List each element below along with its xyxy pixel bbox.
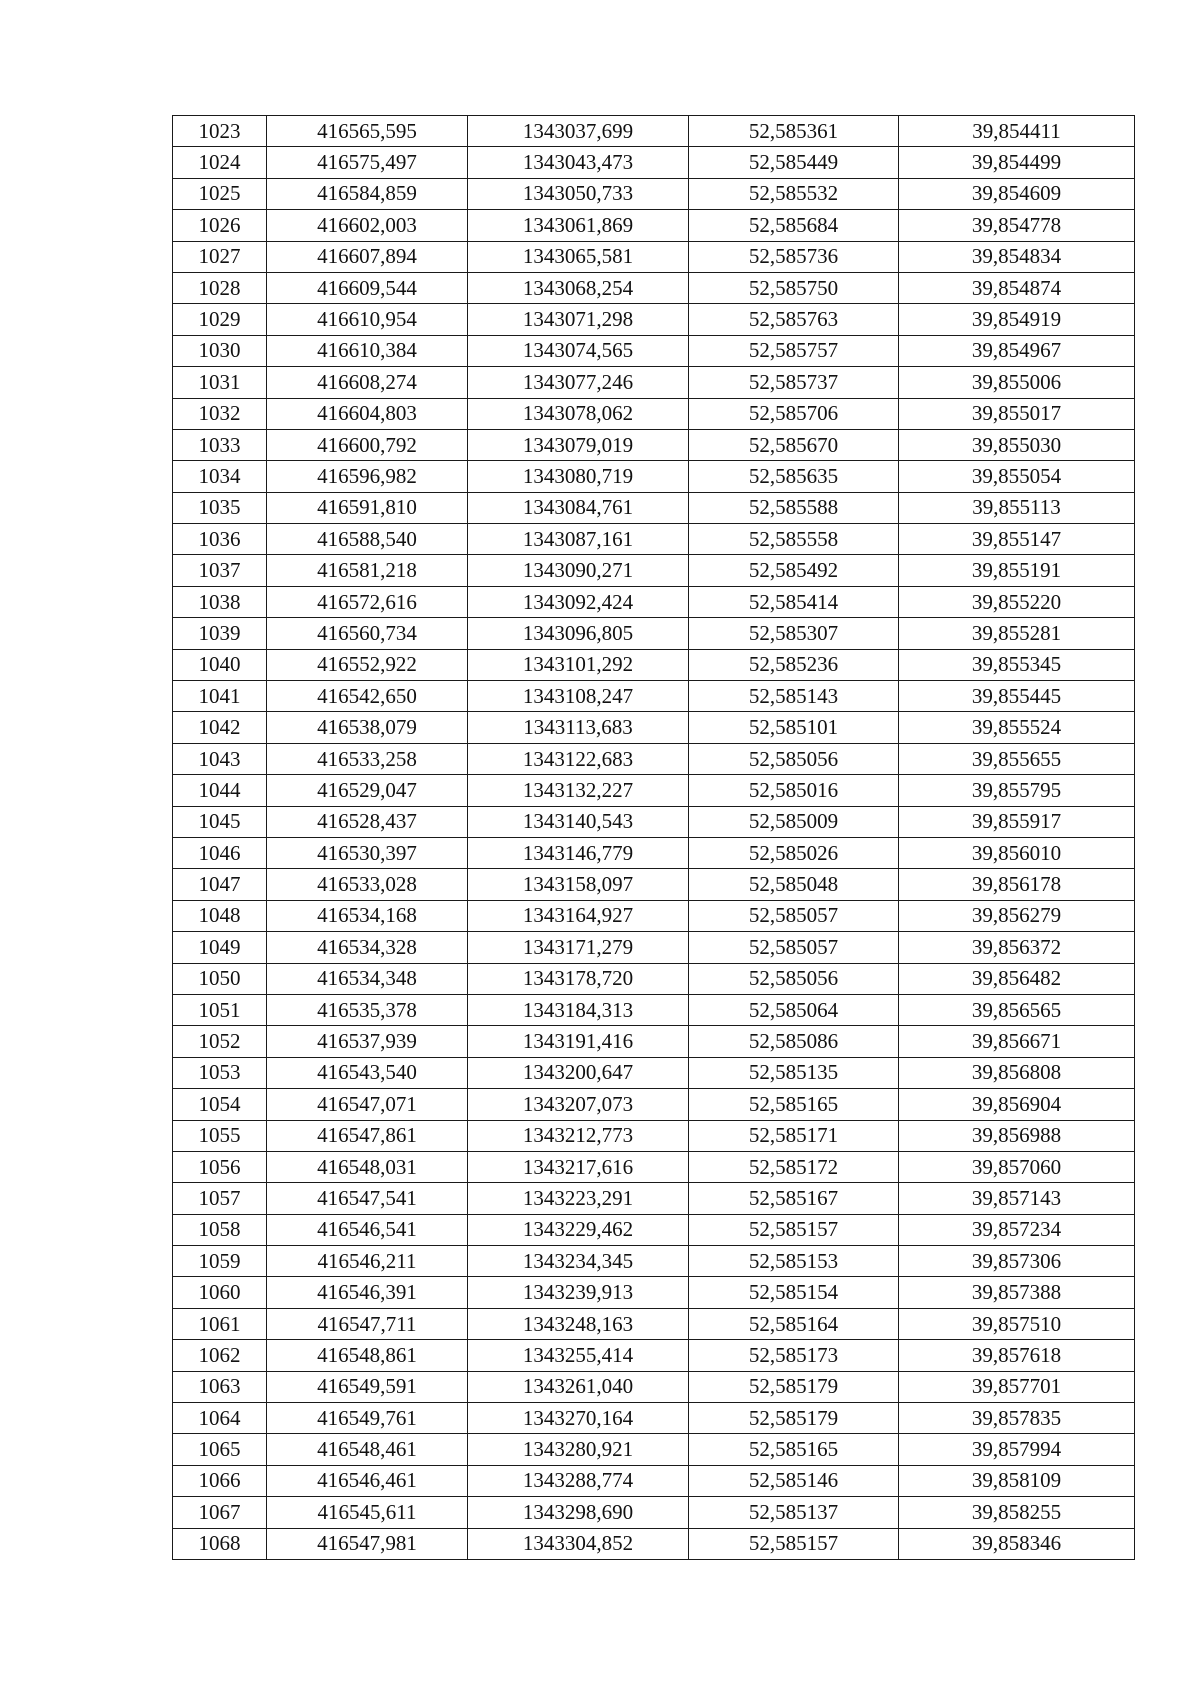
point-number-cell: 1044 — [173, 775, 267, 806]
table-row — [173, 806, 1135, 837]
y-coordinate-cell: 1343078,062 — [468, 398, 689, 429]
table-row — [173, 178, 1135, 209]
latitude-cell: 52,585057 — [689, 900, 899, 931]
longitude-cell: 39,854609 — [899, 178, 1135, 209]
table-row — [173, 1214, 1135, 1245]
point-number-cell: 1025 — [173, 178, 267, 209]
longitude-cell: 39,855917 — [899, 806, 1135, 837]
latitude-cell: 52,585167 — [689, 1183, 899, 1214]
longitude-cell: 39,858109 — [899, 1465, 1135, 1496]
latitude-cell: 52,585165 — [689, 1089, 899, 1120]
longitude-cell: 39,855030 — [899, 429, 1135, 460]
table-row — [173, 1277, 1135, 1308]
longitude-cell: 39,855795 — [899, 775, 1135, 806]
latitude-cell: 52,585064 — [689, 994, 899, 1025]
table-row — [173, 1340, 1135, 1371]
longitude-cell: 39,854499 — [899, 147, 1135, 178]
longitude-cell: 39,858346 — [899, 1528, 1135, 1559]
y-coordinate-cell: 1343090,271 — [468, 555, 689, 586]
x-coordinate-cell: 416610,384 — [267, 335, 468, 366]
table-row — [173, 304, 1135, 335]
table-row — [173, 1403, 1135, 1434]
longitude-cell: 39,857994 — [899, 1434, 1135, 1465]
x-coordinate-cell: 416575,497 — [267, 147, 468, 178]
longitude-cell: 39,856010 — [899, 837, 1135, 868]
x-coordinate-cell: 416572,616 — [267, 586, 468, 617]
latitude-cell: 52,585165 — [689, 1434, 899, 1465]
x-coordinate-cell: 416591,810 — [267, 492, 468, 523]
longitude-cell: 39,854967 — [899, 335, 1135, 366]
latitude-cell: 52,585009 — [689, 806, 899, 837]
y-coordinate-cell: 1343092,424 — [468, 586, 689, 617]
longitude-cell: 39,856988 — [899, 1120, 1135, 1151]
x-coordinate-cell: 416546,211 — [267, 1246, 468, 1277]
y-coordinate-cell: 1343164,927 — [468, 900, 689, 931]
longitude-cell: 39,855054 — [899, 461, 1135, 492]
y-coordinate-cell: 1343280,921 — [468, 1434, 689, 1465]
point-number-cell: 1048 — [173, 900, 267, 931]
longitude-cell: 39,857143 — [899, 1183, 1135, 1214]
y-coordinate-cell: 1343050,733 — [468, 178, 689, 209]
table-row — [173, 1434, 1135, 1465]
point-number-cell: 1055 — [173, 1120, 267, 1151]
longitude-cell: 39,856565 — [899, 994, 1135, 1025]
latitude-cell: 52,585146 — [689, 1465, 899, 1496]
latitude-cell: 52,585763 — [689, 304, 899, 335]
longitude-cell: 39,856178 — [899, 869, 1135, 900]
longitude-cell: 39,857618 — [899, 1340, 1135, 1371]
y-coordinate-cell: 1343184,313 — [468, 994, 689, 1025]
longitude-cell: 39,854834 — [899, 241, 1135, 272]
x-coordinate-cell: 416549,761 — [267, 1403, 468, 1434]
latitude-cell: 52,585153 — [689, 1246, 899, 1277]
point-number-cell: 1061 — [173, 1308, 267, 1339]
y-coordinate-cell: 1343096,805 — [468, 618, 689, 649]
latitude-cell: 52,585757 — [689, 335, 899, 366]
x-coordinate-cell: 416607,894 — [267, 241, 468, 272]
point-number-cell: 1060 — [173, 1277, 267, 1308]
point-number-cell: 1056 — [173, 1151, 267, 1182]
y-coordinate-cell: 1343248,163 — [468, 1308, 689, 1339]
table-row — [173, 932, 1135, 963]
x-coordinate-cell: 416565,595 — [267, 116, 468, 147]
y-coordinate-cell: 1343178,720 — [468, 963, 689, 994]
point-number-cell: 1057 — [173, 1183, 267, 1214]
longitude-cell: 39,856808 — [899, 1057, 1135, 1088]
table-row — [173, 775, 1135, 806]
table-row — [173, 963, 1135, 994]
point-number-cell: 1029 — [173, 304, 267, 335]
table-row — [173, 712, 1135, 743]
longitude-cell: 39,856671 — [899, 1026, 1135, 1057]
x-coordinate-cell: 416534,328 — [267, 932, 468, 963]
x-coordinate-cell: 416546,391 — [267, 1277, 468, 1308]
point-number-cell: 1035 — [173, 492, 267, 523]
longitude-cell: 39,855524 — [899, 712, 1135, 743]
y-coordinate-cell: 1343140,543 — [468, 806, 689, 837]
x-coordinate-cell: 416609,544 — [267, 272, 468, 303]
latitude-cell: 52,585026 — [689, 837, 899, 868]
table-row — [173, 681, 1135, 712]
point-number-cell: 1051 — [173, 994, 267, 1025]
longitude-cell: 39,857510 — [899, 1308, 1135, 1339]
x-coordinate-cell: 416548,031 — [267, 1151, 468, 1182]
table-row — [173, 367, 1135, 398]
longitude-cell: 39,857388 — [899, 1277, 1135, 1308]
y-coordinate-cell: 1343298,690 — [468, 1497, 689, 1528]
latitude-cell: 52,585057 — [689, 932, 899, 963]
x-coordinate-cell: 416547,981 — [267, 1528, 468, 1559]
table-row — [173, 429, 1135, 460]
x-coordinate-cell: 416546,541 — [267, 1214, 468, 1245]
x-coordinate-cell: 416604,803 — [267, 398, 468, 429]
x-coordinate-cell: 416528,437 — [267, 806, 468, 837]
table-row — [173, 869, 1135, 900]
table-row — [173, 1026, 1135, 1057]
y-coordinate-cell: 1343043,473 — [468, 147, 689, 178]
y-coordinate-cell: 1343071,298 — [468, 304, 689, 335]
point-number-cell: 1064 — [173, 1403, 267, 1434]
table-row — [173, 1246, 1135, 1277]
x-coordinate-cell: 416596,982 — [267, 461, 468, 492]
longitude-cell: 39,856372 — [899, 932, 1135, 963]
y-coordinate-cell: 1343171,279 — [468, 932, 689, 963]
longitude-cell: 39,858255 — [899, 1497, 1135, 1528]
x-coordinate-cell: 416600,792 — [267, 429, 468, 460]
y-coordinate-cell: 1343229,462 — [468, 1214, 689, 1245]
longitude-cell: 39,856482 — [899, 963, 1135, 994]
table-row — [173, 241, 1135, 272]
point-number-cell: 1062 — [173, 1340, 267, 1371]
x-coordinate-cell: 416548,461 — [267, 1434, 468, 1465]
table-row — [173, 492, 1135, 523]
x-coordinate-cell: 416581,218 — [267, 555, 468, 586]
x-coordinate-cell: 416548,861 — [267, 1340, 468, 1371]
longitude-cell: 39,855017 — [899, 398, 1135, 429]
point-number-cell: 1043 — [173, 743, 267, 774]
table-row — [173, 1057, 1135, 1088]
point-number-cell: 1037 — [173, 555, 267, 586]
longitude-cell: 39,856279 — [899, 900, 1135, 931]
point-number-cell: 1046 — [173, 837, 267, 868]
point-number-cell: 1054 — [173, 1089, 267, 1120]
x-coordinate-cell: 416530,397 — [267, 837, 468, 868]
latitude-cell: 52,585137 — [689, 1497, 899, 1528]
table-row — [173, 398, 1135, 429]
point-number-cell: 1038 — [173, 586, 267, 617]
point-number-cell: 1063 — [173, 1371, 267, 1402]
x-coordinate-cell: 416542,650 — [267, 681, 468, 712]
table-row — [173, 618, 1135, 649]
y-coordinate-cell: 1343061,869 — [468, 210, 689, 241]
longitude-cell: 39,855281 — [899, 618, 1135, 649]
longitude-cell: 39,857060 — [899, 1151, 1135, 1182]
point-number-cell: 1050 — [173, 963, 267, 994]
longitude-cell: 39,855113 — [899, 492, 1135, 523]
table-row — [173, 116, 1135, 147]
x-coordinate-cell: 416534,168 — [267, 900, 468, 931]
y-coordinate-cell: 1343122,683 — [468, 743, 689, 774]
y-coordinate-cell: 1343079,019 — [468, 429, 689, 460]
point-number-cell: 1067 — [173, 1497, 267, 1528]
x-coordinate-cell: 416547,071 — [267, 1089, 468, 1120]
x-coordinate-cell: 416547,861 — [267, 1120, 468, 1151]
latitude-cell: 52,585048 — [689, 869, 899, 900]
point-number-cell: 1030 — [173, 335, 267, 366]
y-coordinate-cell: 1343212,773 — [468, 1120, 689, 1151]
longitude-cell: 39,855655 — [899, 743, 1135, 774]
latitude-cell: 52,585157 — [689, 1214, 899, 1245]
y-coordinate-cell: 1343261,040 — [468, 1371, 689, 1402]
table-row — [173, 555, 1135, 586]
point-number-cell: 1033 — [173, 429, 267, 460]
longitude-cell: 39,855006 — [899, 367, 1135, 398]
point-number-cell: 1026 — [173, 210, 267, 241]
y-coordinate-cell: 1343239,913 — [468, 1277, 689, 1308]
x-coordinate-cell: 416529,047 — [267, 775, 468, 806]
point-number-cell: 1028 — [173, 272, 267, 303]
table-row — [173, 461, 1135, 492]
y-coordinate-cell: 1343158,097 — [468, 869, 689, 900]
latitude-cell: 52,585558 — [689, 524, 899, 555]
latitude-cell: 52,585449 — [689, 147, 899, 178]
table-row — [173, 900, 1135, 931]
point-number-cell: 1045 — [173, 806, 267, 837]
table-row — [173, 1528, 1135, 1559]
latitude-cell: 52,585414 — [689, 586, 899, 617]
latitude-cell: 52,585588 — [689, 492, 899, 523]
point-number-cell: 1059 — [173, 1246, 267, 1277]
point-number-cell: 1024 — [173, 147, 267, 178]
latitude-cell: 52,585532 — [689, 178, 899, 209]
latitude-cell: 52,585750 — [689, 272, 899, 303]
table-row — [173, 743, 1135, 774]
point-number-cell: 1066 — [173, 1465, 267, 1496]
x-coordinate-cell: 416543,540 — [267, 1057, 468, 1088]
table-row — [173, 1151, 1135, 1182]
y-coordinate-cell: 1343037,699 — [468, 116, 689, 147]
latitude-cell: 52,585635 — [689, 461, 899, 492]
y-coordinate-cell: 1343080,719 — [468, 461, 689, 492]
y-coordinate-cell: 1343113,683 — [468, 712, 689, 743]
x-coordinate-cell: 416588,540 — [267, 524, 468, 555]
table-row — [173, 994, 1135, 1025]
latitude-cell: 52,585086 — [689, 1026, 899, 1057]
latitude-cell: 52,585016 — [689, 775, 899, 806]
longitude-cell: 39,855220 — [899, 586, 1135, 617]
point-number-cell: 1034 — [173, 461, 267, 492]
point-number-cell: 1023 — [173, 116, 267, 147]
point-number-cell: 1036 — [173, 524, 267, 555]
y-coordinate-cell: 1343074,565 — [468, 335, 689, 366]
y-coordinate-cell: 1343200,647 — [468, 1057, 689, 1088]
table-row — [173, 147, 1135, 178]
latitude-cell: 52,585670 — [689, 429, 899, 460]
point-number-cell: 1031 — [173, 367, 267, 398]
longitude-cell: 39,854919 — [899, 304, 1135, 335]
longitude-cell: 39,857234 — [899, 1214, 1135, 1245]
latitude-cell: 52,585143 — [689, 681, 899, 712]
y-coordinate-cell: 1343068,254 — [468, 272, 689, 303]
y-coordinate-cell: 1343146,779 — [468, 837, 689, 868]
x-coordinate-cell: 416549,591 — [267, 1371, 468, 1402]
point-number-cell: 1032 — [173, 398, 267, 429]
y-coordinate-cell: 1343077,246 — [468, 367, 689, 398]
latitude-cell: 52,585307 — [689, 618, 899, 649]
y-coordinate-cell: 1343065,581 — [468, 241, 689, 272]
y-coordinate-cell: 1343101,292 — [468, 649, 689, 680]
y-coordinate-cell: 1343288,774 — [468, 1465, 689, 1496]
y-coordinate-cell: 1343270,164 — [468, 1403, 689, 1434]
table-row — [173, 1465, 1135, 1496]
longitude-cell: 39,857306 — [899, 1246, 1135, 1277]
x-coordinate-cell: 416560,734 — [267, 618, 468, 649]
x-coordinate-cell: 416535,378 — [267, 994, 468, 1025]
x-coordinate-cell: 416547,711 — [267, 1308, 468, 1339]
point-number-cell: 1047 — [173, 869, 267, 900]
latitude-cell: 52,585706 — [689, 398, 899, 429]
latitude-cell: 52,585361 — [689, 116, 899, 147]
x-coordinate-cell: 416545,611 — [267, 1497, 468, 1528]
table-row — [173, 524, 1135, 555]
table-row — [173, 837, 1135, 868]
x-coordinate-cell: 416608,274 — [267, 367, 468, 398]
latitude-cell: 52,585179 — [689, 1403, 899, 1434]
point-number-cell: 1040 — [173, 649, 267, 680]
point-number-cell: 1065 — [173, 1434, 267, 1465]
point-number-cell: 1027 — [173, 241, 267, 272]
latitude-cell: 52,585171 — [689, 1120, 899, 1151]
longitude-cell: 39,855445 — [899, 681, 1135, 712]
latitude-cell: 52,585056 — [689, 743, 899, 774]
y-coordinate-cell: 1343087,161 — [468, 524, 689, 555]
coordinates-table — [172, 115, 1135, 1560]
table-row — [173, 210, 1135, 241]
latitude-cell: 52,585101 — [689, 712, 899, 743]
point-number-cell: 1053 — [173, 1057, 267, 1088]
y-coordinate-cell: 1343223,291 — [468, 1183, 689, 1214]
latitude-cell: 52,585056 — [689, 963, 899, 994]
point-number-cell: 1068 — [173, 1528, 267, 1559]
latitude-cell: 52,585154 — [689, 1277, 899, 1308]
y-coordinate-cell: 1343207,073 — [468, 1089, 689, 1120]
latitude-cell: 52,585492 — [689, 555, 899, 586]
x-coordinate-cell: 416534,348 — [267, 963, 468, 994]
latitude-cell: 52,585179 — [689, 1371, 899, 1402]
point-number-cell: 1049 — [173, 932, 267, 963]
x-coordinate-cell: 416533,258 — [267, 743, 468, 774]
y-coordinate-cell: 1343304,852 — [468, 1528, 689, 1559]
latitude-cell: 52,585737 — [689, 367, 899, 398]
x-coordinate-cell: 416537,939 — [267, 1026, 468, 1057]
y-coordinate-cell: 1343108,247 — [468, 681, 689, 712]
table-row — [173, 1497, 1135, 1528]
latitude-cell: 52,585164 — [689, 1308, 899, 1339]
latitude-cell: 52,585736 — [689, 241, 899, 272]
x-coordinate-cell: 416602,003 — [267, 210, 468, 241]
table-row — [173, 1089, 1135, 1120]
latitude-cell: 52,585157 — [689, 1528, 899, 1559]
x-coordinate-cell: 416533,028 — [267, 869, 468, 900]
y-coordinate-cell: 1343191,416 — [468, 1026, 689, 1057]
table-row — [173, 335, 1135, 366]
latitude-cell: 52,585172 — [689, 1151, 899, 1182]
longitude-cell: 39,854874 — [899, 272, 1135, 303]
longitude-cell: 39,855191 — [899, 555, 1135, 586]
longitude-cell: 39,854411 — [899, 116, 1135, 147]
table-row — [173, 1120, 1135, 1151]
longitude-cell: 39,854778 — [899, 210, 1135, 241]
longitude-cell: 39,856904 — [899, 1089, 1135, 1120]
x-coordinate-cell: 416538,079 — [267, 712, 468, 743]
x-coordinate-cell: 416547,541 — [267, 1183, 468, 1214]
x-coordinate-cell: 416552,922 — [267, 649, 468, 680]
latitude-cell: 52,585173 — [689, 1340, 899, 1371]
table-row — [173, 272, 1135, 303]
longitude-cell: 39,857835 — [899, 1403, 1135, 1434]
table-row — [173, 1308, 1135, 1339]
point-number-cell: 1058 — [173, 1214, 267, 1245]
point-number-cell: 1042 — [173, 712, 267, 743]
y-coordinate-cell: 1343234,345 — [468, 1246, 689, 1277]
coordinates-table-body — [173, 116, 1135, 1560]
x-coordinate-cell: 416546,461 — [267, 1465, 468, 1496]
y-coordinate-cell: 1343255,414 — [468, 1340, 689, 1371]
point-number-cell: 1039 — [173, 618, 267, 649]
longitude-cell: 39,855147 — [899, 524, 1135, 555]
y-coordinate-cell: 1343084,761 — [468, 492, 689, 523]
y-coordinate-cell: 1343217,616 — [468, 1151, 689, 1182]
table-row — [173, 1183, 1135, 1214]
x-coordinate-cell: 416584,859 — [267, 178, 468, 209]
longitude-cell: 39,855345 — [899, 649, 1135, 680]
longitude-cell: 39,857701 — [899, 1371, 1135, 1402]
point-number-cell: 1052 — [173, 1026, 267, 1057]
table-row — [173, 1371, 1135, 1402]
x-coordinate-cell: 416610,954 — [267, 304, 468, 335]
latitude-cell: 52,585236 — [689, 649, 899, 680]
point-number-cell: 1041 — [173, 681, 267, 712]
table-row — [173, 649, 1135, 680]
table-row — [173, 586, 1135, 617]
latitude-cell: 52,585135 — [689, 1057, 899, 1088]
latitude-cell: 52,585684 — [689, 210, 899, 241]
y-coordinate-cell: 1343132,227 — [468, 775, 689, 806]
